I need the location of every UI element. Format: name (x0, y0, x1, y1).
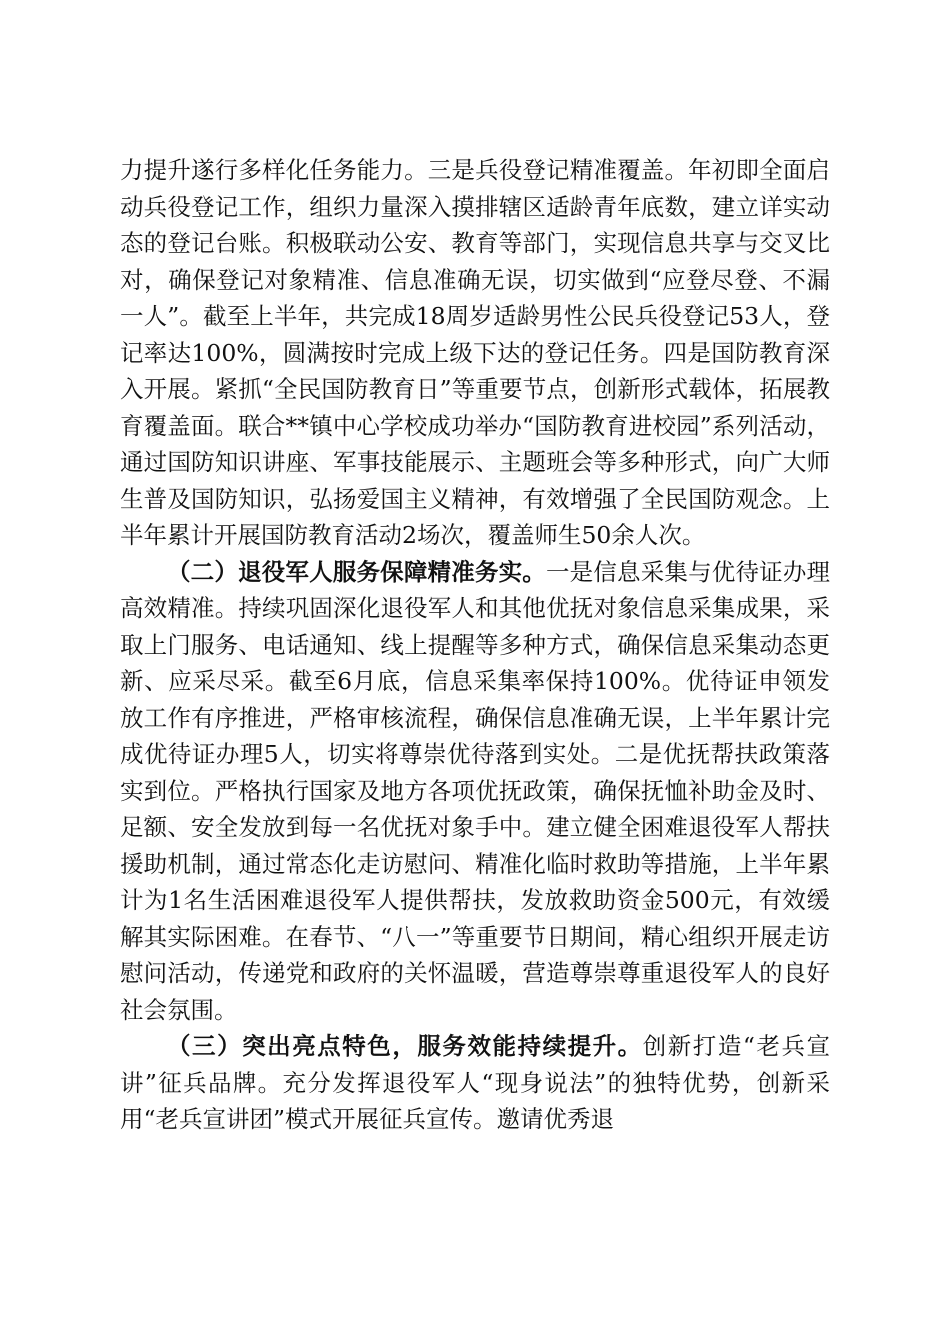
section-heading-2: （二）退役军人服务保障精准务实。 (167, 557, 546, 586)
paragraph-2 (120, 554, 830, 1029)
paragraph-2-text: 一是信息采集与优待证办理高效精准。持续巩固深化退役军人和其他优抚对象信息采集成果，采取上门服务、电话通知、线上提醒等多种方式，确保信息采集动态更新、应采尽采。截至6月底，信息采集率保持100%。优待证申领发放工作有序推进，严格审核流程，确保信息准确无误，上半年累计完成优待证办理5人，切实将尊崇优待落到实处。二是优抚帮扶政策落实到位。严格执行国家及地方各项优抚政策，确保抚恤补助金及时、足额、安全发放到每一名优抚对象手中。建立健全困难退役军人帮扶援助机制，通过常态化走访慰问、精准化临时救助等措施，上半年累计为1名生活困难退役军人提供帮扶，发放救助资金500元，有效缓解其实际困难。在春节、“八一”等重要节日期间，精心组织开展走访慰问活动，传递党和政府的关怀温暖，营造尊崇尊重退役军人的良好社会氛围。 (120, 557, 831, 1024)
paragraph-1 (120, 152, 830, 554)
paragraph-1-text: 力提升遂行多样化任务能力。三是兵役登记精准覆盖。年初即全面启动兵役登记工作，组织力量深入摸排辖区适龄青年底数，建立详实动态的登记台账。积极联动公安、教育等部门，实现信息共享与交叉比对，确保登记对象精准、信息准确无误，切实做到“应登尽登、不漏一人”。截至上半年，共完成18周岁适龄男性公民兵役登记53人，登记率达100%，圆满按时完成上级下达的登记任务。四是国防教育深入开展。紧抓“全民国防教育日”等重要节点，创新形式载体，拓展教育覆盖面。联合**镇中心学校成功举办“国防教育进校园”系列活动，通过国防知识讲座、军事技能展示、主题班会等多种形式，向广大师生普及国防知识，弘扬爱国主义精神，有效增强了全民国防观念。上半年累计开展国防教育活动2场次，覆盖师生50余人次。 (120, 156, 830, 549)
document-body (120, 152, 830, 1138)
paragraph-3 (120, 1028, 830, 1138)
paragraph-3-text: 创新打造“老兵宣讲”征兵品牌。充分发挥退役军人“现身说法”的独特优势，创新采用“老兵宣讲团”模式开展征兵宣传。邀请优秀退 (120, 1032, 830, 1133)
section-heading-3: （三）突出亮点特色，服务效能持续提升。 (167, 1032, 643, 1060)
